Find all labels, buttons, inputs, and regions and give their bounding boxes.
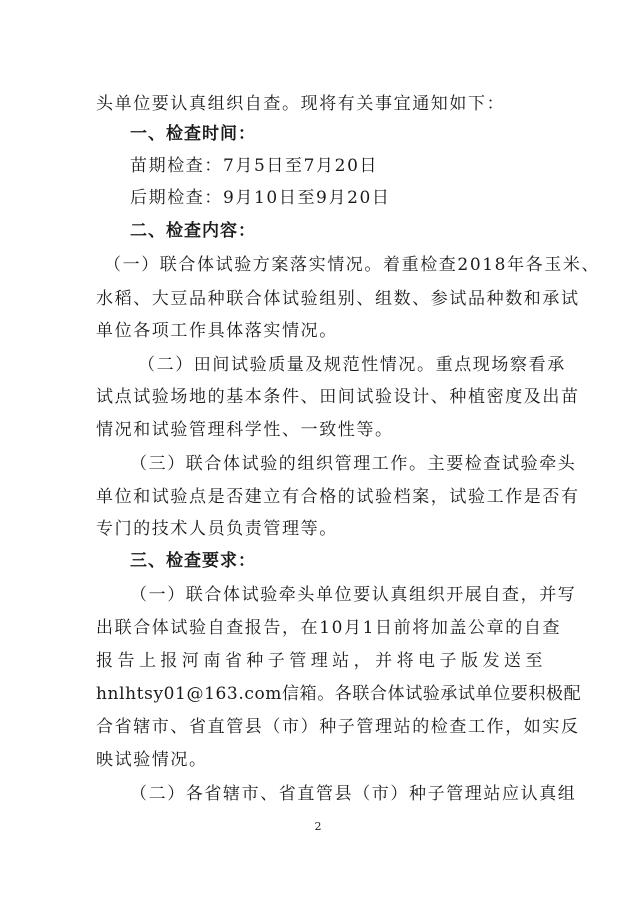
section-heading-inspection-content: 二、检查内容： [130, 221, 256, 241]
paragraph-line: 苗期检查：7月5日至7月20日 [130, 156, 379, 176]
paragraph-line: 后期检查：9月10日至9月20日 [130, 188, 391, 208]
paragraph-line: （一）联合体试验牵头单位要认真组织开展自查，并写 [130, 585, 577, 605]
paragraph-line: 合省辖市、省直管县（市）种子管理站的检查工作，如实反 [96, 717, 580, 737]
paragraph-line: 情况和试验管理科学性、一致性等。 [96, 420, 394, 440]
paragraph-line: hnlhtsy01@163.com信箱。各联合体试验承试单位要积极配 [96, 684, 582, 704]
paragraph-line: （三）联合体试验的组织管理工作。主要检查试验牵头 [130, 454, 577, 474]
paragraph-line: 报告上报河南省种子管理站，并将电子版发送至 [96, 651, 544, 671]
section-heading-inspection-time: 一、检查时间： [130, 124, 256, 144]
paragraph-line: 专门的技术人员负责管理等。 [96, 519, 338, 539]
paragraph-line: 出联合体试验自查报告，在10月1日前将加盖公章的自查 [96, 618, 562, 638]
paragraph-line: 试点试验场地的基本条件、田间试验设计、种植密度及出苗 [96, 387, 580, 407]
paragraph-line: 单位和试验点是否建立有合格的试验档案，试验工作是否有 [96, 487, 580, 507]
paragraph-line: 头单位要认真组织自查。现将有关事宜通知如下： [96, 94, 506, 114]
paragraph-line: （二）田间试验质量及规范性情况。重点现场察看承 [138, 355, 566, 375]
paragraph-line: 水稻、大豆品种联合体试验组别、组数、参试品种数和承试 [96, 289, 580, 309]
paragraph-line: （二）各省辖市、省直管县（市）种子管理站应认真组 [130, 784, 577, 804]
paragraph-line: 映试验情况。 [96, 750, 208, 770]
page-number: 2 [314, 820, 322, 833]
section-heading-inspection-requirements: 三、检查要求： [130, 551, 256, 571]
paragraph-line: 单位各项工作具体落实情况。 [96, 321, 338, 341]
paragraph-line: （一）联合体试验方案落实情况。着重检查2018年各玉米、 [104, 255, 601, 275]
